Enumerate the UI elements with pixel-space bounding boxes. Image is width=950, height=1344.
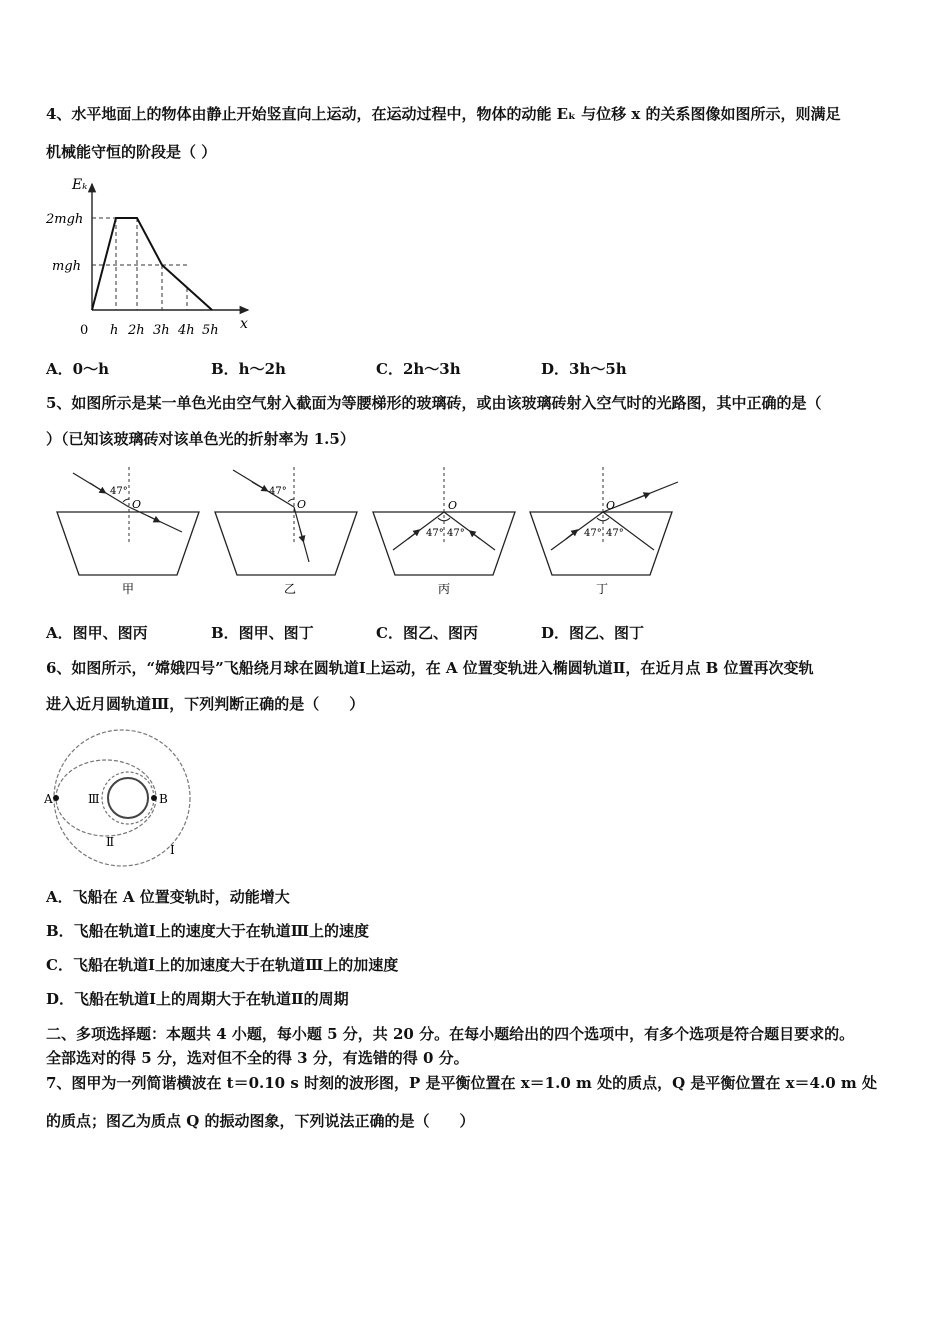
q4-options [46,358,627,379]
q5-stem-line1: 5、如图所示是某一单色光由空气射入截面为等腰梯形的玻璃砖，或由该玻璃砖射入空气时的光路图，其中正确的是（ [46,394,822,412]
ding-caption: 丁 [596,582,609,596]
q6-option-b: B．飞船在轨道Ⅰ上的速度大于在轨道Ⅲ上的速度 [46,922,369,940]
q6-option-a: A．飞船在 A 位置变轨时，动能增大 [46,888,290,906]
bing-caption: 丙 [438,582,451,596]
bing-angle-2: 47° [447,528,465,539]
q6-option-c: C．飞船在轨道Ⅰ上的加速度大于在轨道Ⅲ上的加速度 [46,956,399,974]
section2-header-line2: 全部选对的得 5 分，选对但不全的得 3 分，有选错的得 0 分。 [46,1049,469,1067]
yi-angle: 47° [269,486,287,497]
q5-option-a: A．图甲、图丙 [46,624,148,642]
jia-angle: 47° [110,486,128,497]
y-axis-label: Eₖ [72,177,88,193]
figure-bing [373,467,515,596]
q5-light-path-figures [40,462,720,602]
orbit-1-label: Ⅰ [170,843,175,857]
q4-option-d: D．3h～5h [541,360,627,378]
x-tick-0: 0 [80,323,89,338]
jia-caption: 甲 [122,582,135,596]
ding-angle-1: 47° [584,528,602,539]
q6-orbit-figure [40,728,200,868]
x-tick-4h: 4h [178,323,195,338]
q4-option-b: B．h～2h [211,360,286,378]
q4-stem-line2: 机械能守恒的阶段是（ ） [46,143,217,161]
figure-jia [57,467,199,596]
x-tick-2h: 2h [128,323,145,338]
q6-stem-line2: 进入近月圆轨道Ⅲ，下列判断正确的是（ ） [46,695,365,713]
q4-option-c: C．2h～3h [376,360,461,378]
q4-ek-x-graph [40,172,270,342]
q5-stem-line2: ）（已知该玻璃砖对该单色光的折射率为 1.5） [46,430,355,448]
q6-stem-line1: 6、如图所示，“嫦娥四号”飞船绕月球在圆轨道Ⅰ上运动，在 A 位置变轨进入椭圆轨道Ⅱ，在近月点 B 位置再次变轨 [46,659,814,677]
ding-point: O [606,499,616,512]
orbit-2-label: Ⅱ [106,835,115,849]
yi-point: O [297,498,307,511]
x-tick-h: h [110,323,119,338]
q5-option-c: C．图乙、图丙 [376,624,478,642]
q7-stem-line1: 7、图甲为一列简谐横波在 t＝0.10 s 时刻的波形图，P 是平衡位置在 x＝1.0 m 处的质点，Q 是平衡位置在 x＝4.0 m 处 [46,1074,877,1092]
x-tick-3h: 3h [153,323,170,338]
bing-point: O [448,499,458,512]
x-axis-label: x [240,316,248,332]
q7-stem-line2: 的质点；图乙为质点 Q 的振动图象，下列说法正确的是（ ） [46,1112,475,1130]
yi-caption: 乙 [284,582,297,596]
q5-option-d: D．图乙、图丁 [541,624,645,642]
ek-curve [92,218,212,310]
q4-stem-line1: 4、水平地面上的物体由静止开始竖直向上运动，在运动过程中，物体的动能 Eₖ 与位移 x 的关系图像如图所示，则满足 [46,105,841,123]
q6-option-d: D．飞船在轨道Ⅰ上的周期大于在轨道Ⅱ的周期 [46,990,349,1008]
orbit-3-label: Ⅲ [88,792,100,806]
figure-ding [530,467,678,596]
section2-header-line1: 二、多项选择题：本题共 4 小题，每小题 5 分，共 20 分。在每小题给出的四个选项中，有多个选项是符合题目要求的。 [46,1025,855,1043]
jia-point: O [132,498,142,511]
point-b-label: B [159,792,168,806]
figure-yi [215,467,357,596]
q5-option-b: B．图甲、图丁 [211,624,314,642]
x-tick-5h: 5h [202,323,219,338]
y-tick-2mgh: 2mgh [46,212,84,227]
point-a-label: A [44,792,53,806]
ding-angle-2: 47° [606,528,624,539]
bing-angle-1: 47° [426,528,444,539]
q4-option-a: A．0～h [46,360,109,378]
q5-options [46,622,644,643]
y-tick-mgh: mgh [52,259,82,274]
